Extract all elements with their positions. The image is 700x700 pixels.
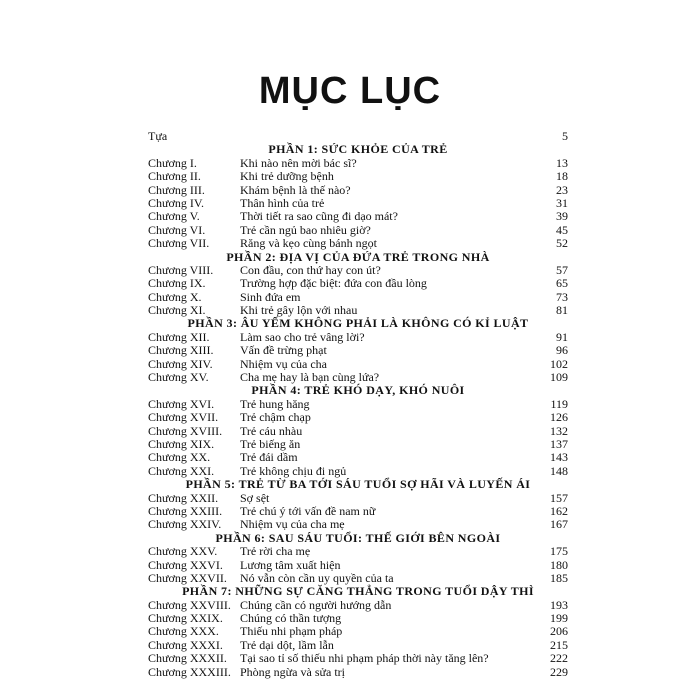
toc-chapter-row[interactable] [148, 210, 568, 223]
toc-chapter-row[interactable] [148, 331, 568, 344]
chapter-label: Chương VI. [148, 222, 206, 237]
chapter-title: Phòng ngừa và sửa trị [240, 664, 345, 679]
chapter-label: Chương XXX. [148, 624, 219, 639]
toc-chapter-row[interactable] [148, 157, 568, 170]
toc-chapter-row[interactable] [148, 492, 568, 505]
chapter-page: 31 [556, 195, 568, 210]
toc-chapter-row[interactable] [148, 237, 568, 250]
chapter-label: Chương XVII. [148, 410, 219, 425]
chapter-title: Nhiệm vụ của cha mẹ [240, 517, 345, 532]
chapter-label: Chương XV. [148, 370, 209, 385]
chapter-title: Chúng có thần tượng [240, 611, 342, 626]
chapter-title: Khi trẻ gây lộn với nhau [240, 303, 358, 318]
chapter-label: Chương IV. [148, 195, 204, 210]
part-heading-text: PHẦN 1: SỨC KHỎE CỦA TRẺ [268, 142, 448, 157]
chapter-title: Làm sao cho trẻ vâng lời? [240, 329, 365, 344]
chapter-label: Chương XXI. [148, 463, 215, 478]
chapter-page: 157 [550, 490, 568, 505]
chapter-page: 143 [550, 450, 568, 465]
part-heading [148, 143, 568, 156]
chapter-label: Chương XXVIII. [148, 597, 231, 612]
chapter-title: Trẻ hung hăng [240, 396, 310, 411]
chapter-page: 167 [550, 517, 568, 532]
chapter-page: 126 [550, 410, 568, 425]
chapter-label: Chương XX. [148, 450, 211, 465]
chapter-page: 148 [550, 463, 568, 478]
chapter-title: Thân hình của trẻ [240, 195, 325, 210]
chapter-page: 119 [550, 396, 568, 411]
toc-chapter-row[interactable] [148, 652, 568, 665]
chapter-title: Khám bệnh là thế nào? [240, 182, 351, 197]
toc-chapter-row[interactable] [148, 291, 568, 304]
chapter-title: Trẻ đái dầm [240, 450, 298, 465]
chapter-page: 45 [556, 222, 568, 237]
chapter-label: Chương XIX. [148, 436, 215, 451]
chapter-page: 137 [550, 436, 568, 451]
part-heading-text: PHẦN 7: NHỮNG SỰ CĂNG THẲNG TRONG TUỔI DẬY THÌ [182, 584, 534, 599]
toc-chapter-row[interactable] [148, 184, 568, 197]
toc-chapter-row[interactable] [148, 438, 568, 451]
chapter-label: Chương X. [148, 289, 202, 304]
toc-chapter-row[interactable] [148, 599, 568, 612]
chapter-page: 199 [550, 611, 568, 626]
toc-chapter-row[interactable] [148, 264, 568, 277]
chapter-page: 65 [556, 276, 568, 291]
chapter-page: 96 [556, 343, 568, 358]
toc-preface-label: Tựa [148, 129, 168, 143]
chapter-title: Tại sao tỉ số thiếu nhi phạm pháp thời này tăng lên? [240, 651, 489, 666]
chapter-page: 39 [556, 209, 568, 224]
part-heading [148, 317, 568, 330]
table-of-contents [148, 130, 568, 679]
toc-chapter-row[interactable] [148, 398, 568, 411]
chapter-label: Chương III. [148, 182, 205, 197]
chapter-title: Nhiệm vụ của cha [240, 356, 327, 371]
toc-chapter-row[interactable] [148, 197, 568, 210]
chapter-label: Chương XIII. [148, 343, 214, 358]
part-heading-text: PHẦN 2: ĐỊA VỊ CỦA ĐỨA TRẺ TRONG NHÀ [226, 249, 490, 264]
chapter-title: Trẻ cần ngủ bao nhiêu giờ? [240, 222, 371, 237]
part-heading-text: PHẦN 3: ÂU YẾM KHÔNG PHẢI LÀ KHÔNG CÓ KỈ LUẬT [187, 316, 529, 331]
chapter-title: Cha mẹ hay là bạn cùng lứa? [240, 370, 380, 385]
toc-chapter-row[interactable] [148, 277, 568, 290]
chapter-label: Chương XXII. [148, 490, 219, 505]
chapter-label: Chương XII. [148, 329, 210, 344]
toc-chapter-row[interactable] [148, 224, 568, 237]
chapter-label: Chương XXV. [148, 544, 218, 559]
chapter-title: Trẻ biếng ăn [240, 436, 301, 451]
toc-chapter-row[interactable] [148, 545, 568, 558]
chapter-page: 109 [550, 370, 568, 385]
toc-chapter-row[interactable] [148, 425, 568, 438]
chapter-page: 81 [556, 303, 568, 318]
chapter-page: 185 [550, 570, 568, 585]
chapter-page: 229 [550, 664, 568, 679]
chapter-label: Chương XXIX. [148, 611, 223, 626]
chapter-page: 13 [556, 155, 568, 170]
chapter-page: 18 [556, 169, 568, 184]
chapter-label: Chương XXVII. [148, 570, 227, 585]
chapter-title: Thời tiết ra sao cũng đi dạo mát? [240, 209, 398, 224]
chapter-label: Chương XXIII. [148, 503, 223, 518]
toc-chapter-row[interactable] [148, 170, 568, 183]
chapter-label: Chương XXIV. [148, 517, 222, 532]
chapter-page: 222 [550, 651, 568, 666]
chapter-title: Trẻ chú ý tới vấn đề nam nữ [240, 503, 376, 518]
chapter-label: Chương XXXI. [148, 637, 223, 652]
toc-chapter-row[interactable] [148, 344, 568, 357]
chapter-title: Trẻ chậm chạp [240, 410, 311, 425]
toc-chapter-row[interactable] [148, 451, 568, 464]
toc-chapter-row[interactable] [148, 411, 568, 424]
chapter-title: Răng và kẹo cùng bánh ngọt [240, 236, 377, 251]
chapter-page: 102 [550, 356, 568, 371]
chapter-page: 57 [556, 262, 568, 277]
chapter-page: 162 [550, 503, 568, 518]
chapter-page: 73 [556, 289, 568, 304]
chapter-label: Chương XXVI. [148, 557, 223, 572]
chapter-label: Chương XI. [148, 303, 206, 318]
chapter-title: Trường hợp đặc biệt: đứa con đầu lòng [240, 276, 427, 291]
toc-chapter-row[interactable] [148, 358, 568, 371]
chapter-label: Chương IX. [148, 276, 206, 291]
chapter-page: 193 [550, 597, 568, 612]
part-heading [148, 251, 568, 264]
part-heading [148, 478, 568, 491]
chapter-title: Con đầu, con thứ hay con út? [240, 262, 381, 277]
toc-chapter-row[interactable] [148, 666, 568, 679]
chapter-label: Chương II. [148, 169, 201, 184]
part-heading [148, 585, 568, 598]
chapter-label: Chương XIV. [148, 356, 213, 371]
chapter-title: Sợ sệt [240, 490, 270, 505]
part-heading-text: PHẦN 4: TRẺ KHÓ DẠY, KHÓ NUÔI [251, 383, 465, 398]
chapter-title: Chúng cần có người hướng dẫn [240, 597, 392, 612]
chapter-title: Lương tâm xuất hiện [240, 557, 341, 572]
chapter-page: 52 [556, 236, 568, 251]
chapter-label: Chương XXXII. [148, 651, 227, 666]
chapter-page: 23 [556, 182, 568, 197]
chapter-page: 215 [550, 637, 568, 652]
part-heading [148, 384, 568, 397]
part-heading [148, 532, 568, 545]
toc-preface-page: 5 [562, 129, 568, 143]
chapter-title: Trẻ không chịu đi ngủ [240, 463, 347, 478]
toc-chapter-row[interactable] [148, 612, 568, 625]
chapter-title: Khi trẻ dưỡng bệnh [240, 169, 334, 184]
toc-chapter-row[interactable] [148, 625, 568, 638]
chapter-title: Thiếu nhi phạm pháp [240, 624, 343, 639]
chapter-page: 206 [550, 624, 568, 639]
chapter-title: Trẻ dại dột, lầm lẫn [240, 637, 334, 652]
page-title: MỤC LỤC [258, 70, 442, 112]
chapter-title: Nó vẫn còn cần uy quyền của ta [240, 570, 394, 585]
part-heading-text: PHẦN 6: SAU SÁU TUỔI: THẾ GIỚI BÊN NGOÀI [215, 530, 501, 545]
toc-chapter-row[interactable] [148, 518, 568, 531]
chapter-label: Chương VIII. [148, 262, 214, 277]
chapter-page: 132 [550, 423, 568, 438]
chapter-title: Trẻ cáu nhàu [240, 423, 303, 438]
chapter-title: Vấn đề trừng phạt [240, 343, 327, 358]
chapter-label: Chương I. [148, 155, 197, 170]
chapter-label: Chương XVIII. [148, 423, 223, 438]
toc-chapter-row[interactable] [148, 559, 568, 572]
chapter-title: Khi nào nên mời bác sĩ? [240, 155, 357, 170]
part-heading-text: PHẦN 5: TRẺ TỪ BA TỚI SÁU TUỔI SỢ HÃI VÀ LUYẾN ÁI [185, 477, 531, 492]
chapter-label: Chương V. [148, 209, 200, 224]
chapter-title: Sinh đứa em [240, 289, 301, 304]
chapter-page: 175 [550, 544, 568, 559]
toc-parts [148, 143, 568, 679]
chapter-label: Chương XVI. [148, 396, 215, 411]
chapter-page: 180 [550, 557, 568, 572]
chapter-label: Chương XXXIII. [148, 664, 231, 679]
toc-chapter-row[interactable] [148, 505, 568, 518]
chapter-title: Trẻ rời cha mẹ [240, 544, 311, 559]
toc-chapter-row[interactable] [148, 639, 568, 652]
chapter-page: 91 [556, 329, 568, 344]
chapter-label: Chương VII. [148, 236, 210, 251]
